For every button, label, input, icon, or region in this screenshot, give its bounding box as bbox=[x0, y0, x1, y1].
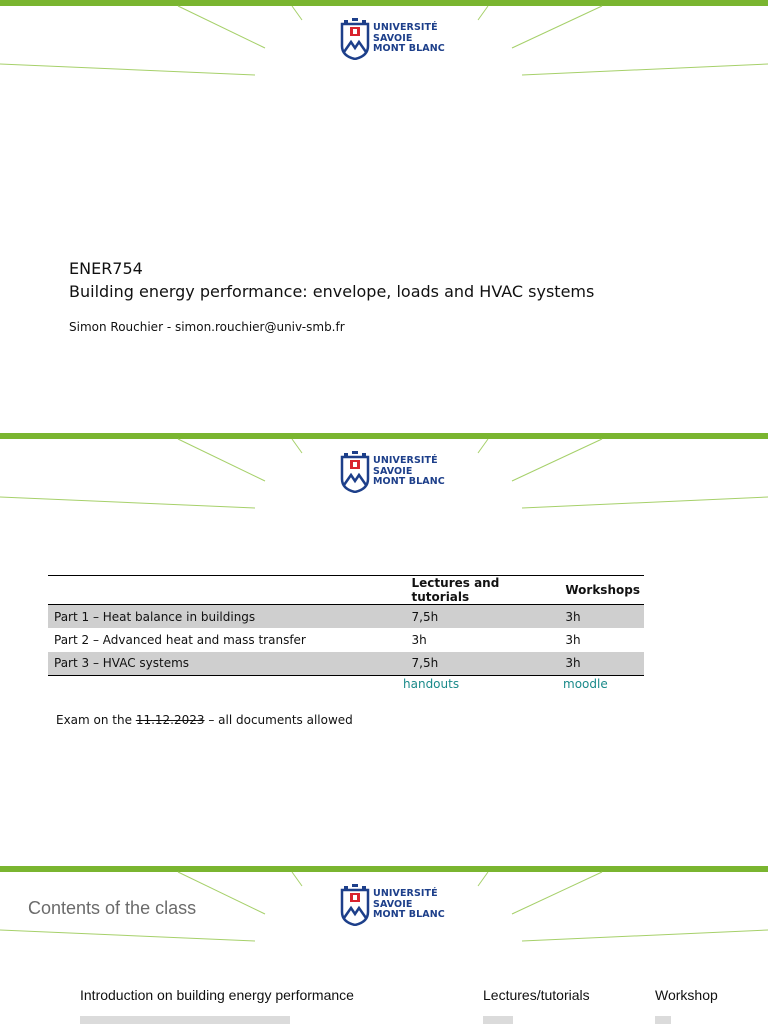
university-logo bbox=[340, 884, 450, 926]
part-cell: Part 3 – HVAC systems bbox=[48, 652, 408, 676]
slide-header bbox=[0, 433, 768, 513]
schedule-slide bbox=[0, 433, 768, 866]
logo-line-3: MONT BLANC bbox=[373, 43, 445, 54]
schedule-table bbox=[48, 575, 644, 676]
part-cell: Part 2 – Advanced heat and mass transfer bbox=[54, 632, 306, 647]
clipped-text-row bbox=[655, 1016, 671, 1024]
logo-line-2: SAVOIE bbox=[373, 32, 413, 44]
moodle-link[interactable]: moodle bbox=[563, 677, 608, 691]
slide-header bbox=[0, 0, 768, 80]
logo-line-2: SAVOIE bbox=[373, 465, 413, 477]
exam-note bbox=[56, 713, 353, 727]
logo-line-1: UNIVERSITÉ bbox=[373, 888, 438, 899]
exam-date-struck: 11.12.2023 bbox=[135, 713, 205, 727]
course-code: ENER754 bbox=[69, 259, 143, 278]
contents-lectures-header: Lectures/tutorials bbox=[483, 987, 590, 1003]
header-workshops: Workshops bbox=[565, 583, 640, 597]
logo-text bbox=[373, 889, 445, 921]
shield-icon bbox=[340, 884, 370, 926]
logo-line-2: SAVOIE bbox=[373, 898, 413, 910]
author-line: Simon Rouchier - simon.rouchier@univ-smb.fr bbox=[69, 320, 345, 334]
university-logo bbox=[340, 18, 450, 60]
university-logo bbox=[340, 451, 450, 493]
shield-icon bbox=[340, 451, 370, 493]
logo-text bbox=[373, 23, 445, 55]
workshops-cell: 3h bbox=[565, 632, 581, 647]
lectures-cell: 7,5h bbox=[408, 652, 562, 676]
lectures-cell: 7,5h bbox=[408, 605, 562, 629]
contents-slide bbox=[0, 866, 768, 1024]
logo-text bbox=[373, 456, 445, 488]
header-part bbox=[48, 576, 408, 605]
exam-prefix: Exam on the bbox=[56, 713, 136, 727]
table-row bbox=[48, 628, 644, 652]
shield-icon bbox=[340, 18, 370, 60]
part-cell: Part 1 – Heat balance in buildings bbox=[48, 605, 408, 629]
exam-suffix: – all documents allowed bbox=[204, 713, 353, 727]
contents-topic-header: Introduction on building energy performance bbox=[80, 987, 354, 1003]
logo-line-3: MONT BLANC bbox=[373, 476, 445, 487]
table-row bbox=[48, 605, 644, 629]
logo-line-1: UNIVERSITÉ bbox=[373, 22, 438, 33]
contents-workshop-header: Workshop bbox=[655, 987, 718, 1003]
handouts-link[interactable]: handouts bbox=[403, 677, 460, 691]
table-header-row bbox=[48, 576, 644, 605]
title-slide bbox=[0, 0, 768, 433]
workshops-cell: 3h bbox=[561, 605, 644, 629]
clipped-text-row bbox=[483, 1016, 513, 1024]
logo-line-1: UNIVERSITÉ bbox=[373, 455, 438, 466]
header-lectures: Lectures and tutorials bbox=[411, 576, 500, 604]
section-title: Contents of the class bbox=[28, 898, 197, 918]
clipped-text-row bbox=[80, 1016, 290, 1024]
workshops-cell: 3h bbox=[561, 652, 644, 676]
lectures-cell: 3h bbox=[411, 632, 427, 647]
table-row bbox=[48, 652, 644, 676]
logo-line-3: MONT BLANC bbox=[373, 909, 445, 920]
course-title: Building energy performance: envelope, loads and HVAC systems bbox=[69, 282, 595, 301]
